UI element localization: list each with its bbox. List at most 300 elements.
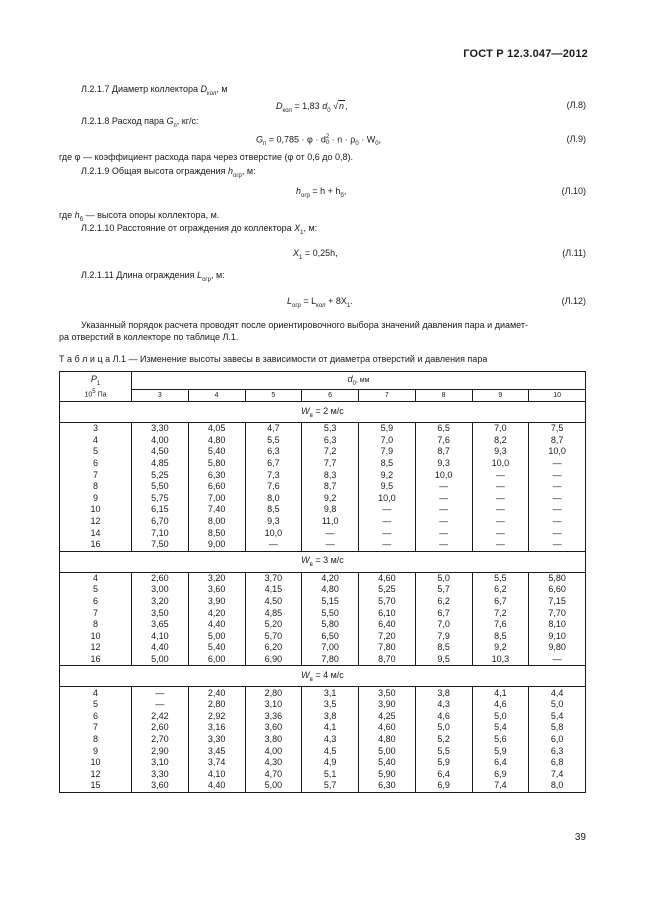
table-row xyxy=(60,446,586,458)
var-symbol: W xyxy=(301,405,310,416)
height-cell: 8,0 xyxy=(245,493,302,505)
height-cell: 5,50 xyxy=(302,607,359,619)
height-cell: 8,7 xyxy=(415,446,472,458)
height-cell: 4,20 xyxy=(302,572,359,584)
height-cell: 9,8 xyxy=(302,504,359,516)
var-subscript: огр xyxy=(202,276,211,283)
height-cell: — xyxy=(529,539,586,551)
sqrt-body xyxy=(338,100,345,111)
height-cell: 6,40 xyxy=(359,619,416,631)
table-row xyxy=(60,642,586,654)
formula-subscript: 0 xyxy=(325,140,330,146)
height-cell: 5,0 xyxy=(415,722,472,734)
table-row xyxy=(60,607,586,619)
height-cell: 9,2 xyxy=(302,493,359,505)
height-cell: 8,10 xyxy=(529,619,586,631)
height-cell: 4,60 xyxy=(359,722,416,734)
pressure-cell: 8 xyxy=(60,619,132,631)
height-cell: 4,50 xyxy=(245,596,302,608)
height-cell: 5,0 xyxy=(415,572,472,584)
pressure-cell: 3 xyxy=(60,423,132,435)
height-cell: 2,90 xyxy=(132,745,189,757)
height-cell: 3,1 xyxy=(302,687,359,699)
height-cell: — xyxy=(472,539,529,551)
height-cell: 5,00 xyxy=(245,780,302,792)
height-cell: 5,40 xyxy=(188,446,245,458)
height-cell: 3,10 xyxy=(245,699,302,711)
height-cell: 9,5 xyxy=(415,654,472,666)
height-cell: 4,3 xyxy=(415,699,472,711)
height-cell: 4,00 xyxy=(132,435,189,447)
pressure-cell: 8 xyxy=(60,481,132,493)
section-text: Л.2.1.10 Расстояние от ограждения до коллектора xyxy=(81,223,295,233)
formula-symbol: n xyxy=(339,101,345,111)
height-cell: 7,0 xyxy=(472,423,529,435)
height-cell: 3,8 xyxy=(415,687,472,699)
height-cell: 5,00 xyxy=(132,654,189,666)
height-cell: 3,30 xyxy=(188,734,245,746)
unit-text: , м: xyxy=(241,166,256,176)
height-cell: 9,3 xyxy=(472,446,529,458)
formula-subscript: 0 xyxy=(375,141,379,148)
height-cell: — xyxy=(529,481,586,493)
table-row xyxy=(60,699,586,711)
pressure-cell: 10 xyxy=(60,631,132,643)
formula-number: (Л.8) xyxy=(566,100,586,110)
section-header-row xyxy=(60,402,586,423)
table-row xyxy=(60,780,586,792)
height-cell: — xyxy=(529,527,586,539)
table-row xyxy=(60,539,586,551)
formula-subscript: кол xyxy=(316,302,326,309)
height-cell: 5,00 xyxy=(359,745,416,757)
var-symbol: X xyxy=(294,223,301,233)
height-cell: 3,90 xyxy=(359,699,416,711)
height-cell: 7,9 xyxy=(359,446,416,458)
section-l2-1-7 xyxy=(81,84,228,97)
formula-text: = 1,83 xyxy=(291,101,320,111)
diameter-col: 5 xyxy=(245,390,302,402)
pressure-cell: 6 xyxy=(60,596,132,608)
unit-text: 10 xyxy=(84,391,93,399)
formula-l8 xyxy=(276,100,348,114)
height-cell: 8,5 xyxy=(472,631,529,643)
velocity-label xyxy=(60,402,586,423)
height-cell: 4,50 xyxy=(132,446,189,458)
height-cell: 4,10 xyxy=(132,631,189,643)
pressure-cell: 8 xyxy=(60,734,132,746)
height-cell: 7,80 xyxy=(359,642,416,654)
height-cell: 5,40 xyxy=(188,642,245,654)
height-cell: 4,20 xyxy=(188,607,245,619)
pressure-unit xyxy=(60,389,131,398)
var-symbol: h xyxy=(74,210,80,220)
formula-number: (Л.12) xyxy=(561,296,586,306)
height-cell: 5,9 xyxy=(359,423,416,435)
height-cell: 8,7 xyxy=(529,435,586,447)
height-cell: 5,80 xyxy=(529,572,586,584)
height-cell: 10,0 xyxy=(415,469,472,481)
formula-number: (Л.11) xyxy=(562,248,586,258)
formula-symbol: L xyxy=(287,296,293,306)
diameter-col: 8 xyxy=(415,390,472,402)
height-cell: 4,4 xyxy=(529,687,586,699)
table-row xyxy=(60,572,586,584)
height-cell: 3,36 xyxy=(245,710,302,722)
height-cell: — xyxy=(472,527,529,539)
unit-text: Па xyxy=(95,391,107,399)
height-cell: 4,85 xyxy=(245,607,302,619)
height-cell: 7,3 xyxy=(245,469,302,481)
height-cell: — xyxy=(359,539,416,551)
height-cell: 5,50 xyxy=(132,481,189,493)
pressure-cell: 4 xyxy=(60,435,132,447)
table-row xyxy=(60,596,586,608)
pressure-cell: 5 xyxy=(60,584,132,596)
height-cell: 7,70 xyxy=(529,607,586,619)
velocity-value: = 3 м/с xyxy=(312,555,344,566)
height-cell: 6,8 xyxy=(529,757,586,769)
height-cell: 5,7 xyxy=(302,780,359,792)
height-cell: 3,45 xyxy=(188,745,245,757)
height-cell: 6,70 xyxy=(132,516,189,528)
height-cell: 8,00 xyxy=(188,516,245,528)
height-cell: 9,2 xyxy=(472,642,529,654)
unit-text: , м: xyxy=(303,223,318,233)
var-subscript: п xyxy=(173,122,177,129)
formula-subscript: 0 xyxy=(327,107,331,114)
height-cell: 4,30 xyxy=(245,757,302,769)
height-cell: 4,80 xyxy=(188,435,245,447)
height-cell: 7,0 xyxy=(415,619,472,631)
formula-text: , xyxy=(378,134,382,145)
height-cell: 6,30 xyxy=(188,469,245,481)
height-cell: 2,60 xyxy=(132,572,189,584)
diameter-col: 9 xyxy=(472,390,529,402)
height-cell: — xyxy=(359,516,416,528)
height-cell: 5,5 xyxy=(415,745,472,757)
height-cell: — xyxy=(472,481,529,493)
pressure-cell: 4 xyxy=(60,572,132,584)
pressure-cell: 10 xyxy=(60,504,132,516)
height-cell: 8,70 xyxy=(359,654,416,666)
sqrt-sign: √ xyxy=(333,101,339,111)
height-cell: 6,4 xyxy=(472,757,529,769)
height-cell: — xyxy=(245,539,302,551)
height-cell: 5,4 xyxy=(529,710,586,722)
table-row xyxy=(60,516,586,528)
pressure-cell: 15 xyxy=(60,780,132,792)
table-row xyxy=(60,469,586,481)
height-cell: 2,92 xyxy=(188,710,245,722)
table-row xyxy=(60,481,586,493)
height-cell: 3,74 xyxy=(188,757,245,769)
pressure-cell: 7 xyxy=(60,469,132,481)
var-symbol: d xyxy=(347,374,353,385)
height-cell: 5,75 xyxy=(132,493,189,505)
height-cell: — xyxy=(529,504,586,516)
height-cell: 7,2 xyxy=(302,446,359,458)
height-cell: — xyxy=(529,654,586,666)
height-cell: 4,1 xyxy=(472,687,529,699)
var-subscript: 0 xyxy=(352,380,356,387)
diameter-col: 6 xyxy=(302,390,359,402)
section-l2-1-8 xyxy=(81,116,198,129)
section-header-row xyxy=(60,551,586,572)
formula-text: = L xyxy=(300,296,317,306)
height-cell: 9,80 xyxy=(529,642,586,654)
height-cell: 10,3 xyxy=(472,654,529,666)
height-cell: 11,0 xyxy=(302,516,359,528)
table-row xyxy=(60,584,586,596)
height-cell: 3,50 xyxy=(132,607,189,619)
formula-symbol: h xyxy=(296,186,302,196)
height-cell: 4,25 xyxy=(359,710,416,722)
table-row xyxy=(60,631,586,643)
height-cell: 2,42 xyxy=(132,710,189,722)
table-row xyxy=(60,745,586,757)
formula-symbol: d xyxy=(322,101,328,111)
height-cell: 9,10 xyxy=(529,631,586,643)
height-cell: 8,5 xyxy=(415,642,472,654)
height-cell: 5,70 xyxy=(245,631,302,643)
height-cell: 5,70 xyxy=(359,596,416,608)
var-subscript: в xyxy=(309,412,313,419)
formula-l9 xyxy=(256,134,381,147)
height-cell: 2,70 xyxy=(132,734,189,746)
pressure-cell: 5 xyxy=(60,446,132,458)
formula-text: . xyxy=(350,296,353,306)
height-cell: — xyxy=(415,539,472,551)
height-cell: 3,00 xyxy=(132,584,189,596)
table-caption: Т а б л и ц а Л.1 — Изменение высоты завесы в зависимости от диаметра отверстий и давления пара xyxy=(59,354,488,364)
height-cell: 5,25 xyxy=(359,584,416,596)
table-row xyxy=(60,654,586,666)
height-cell: — xyxy=(529,458,586,470)
diameter-col: 10 xyxy=(529,390,586,402)
formula-text: , xyxy=(343,186,347,196)
height-cell: 5,00 xyxy=(188,631,245,643)
table-row xyxy=(60,423,586,435)
height-cell: 4,80 xyxy=(302,584,359,596)
formula-text: + 8X xyxy=(325,296,347,306)
height-cell: 4,00 xyxy=(245,745,302,757)
height-cell: 5,5 xyxy=(245,435,302,447)
formula-subscript: 0 xyxy=(355,141,359,148)
var-symbol: D xyxy=(200,84,208,94)
pressure-cell: 12 xyxy=(60,642,132,654)
section-text: Л.2.1.8 Расход пара xyxy=(81,116,167,126)
velocity-label xyxy=(60,551,586,572)
height-cell: 6,4 xyxy=(415,768,472,780)
formula-l11 xyxy=(293,248,338,261)
height-cell: 5,20 xyxy=(245,619,302,631)
pressure-cell: 4 xyxy=(60,687,132,699)
height-cell: — xyxy=(415,493,472,505)
height-cell: 3,8 xyxy=(302,710,359,722)
height-cell: — xyxy=(415,516,472,528)
formula-symbol: X xyxy=(293,248,300,258)
height-cell: 7,6 xyxy=(245,481,302,493)
height-cell: — xyxy=(415,527,472,539)
height-cell: 8,2 xyxy=(472,435,529,447)
height-cell: 3,50 xyxy=(359,687,416,699)
height-cell: 5,6 xyxy=(472,734,529,746)
table-row xyxy=(60,757,586,769)
table-row xyxy=(60,493,586,505)
height-cell: 7,50 xyxy=(132,539,189,551)
var-subscript: огр xyxy=(233,172,242,179)
table-row xyxy=(60,687,586,699)
velocity-label xyxy=(60,666,586,687)
height-cell: 3,60 xyxy=(188,584,245,596)
table-row xyxy=(60,710,586,722)
var-subscript: 1 xyxy=(300,229,304,236)
height-cell: 5,9 xyxy=(472,745,529,757)
height-cell: 4,7 xyxy=(245,423,302,435)
height-cell: 4,5 xyxy=(302,745,359,757)
height-cell: 5,1 xyxy=(302,768,359,780)
height-cell: 5,0 xyxy=(529,699,586,711)
height-cell: 6,2 xyxy=(472,584,529,596)
pressure-cell: 9 xyxy=(60,493,132,505)
var-subscript: в xyxy=(309,561,313,568)
height-cell: 5,90 xyxy=(359,768,416,780)
var-subscript: 1 xyxy=(96,381,101,388)
height-cell: — xyxy=(132,699,189,711)
height-cell: 3,65 xyxy=(132,619,189,631)
height-cell: 4,6 xyxy=(472,699,529,711)
height-cell: 3,70 xyxy=(245,572,302,584)
height-cell: 9,00 xyxy=(188,539,245,551)
formula-l10 xyxy=(296,186,346,199)
formula-l12 xyxy=(287,296,353,309)
height-cell: 5,4 xyxy=(472,722,529,734)
height-cell: 3,60 xyxy=(132,780,189,792)
height-cell: 6,3 xyxy=(302,435,359,447)
height-cell: 5,9 xyxy=(415,757,472,769)
height-cell: — xyxy=(472,469,529,481)
order-paragraph-line1: Указанный порядок расчета проводят после ориентировочного выбора значений давления пара и диамет- xyxy=(81,320,528,330)
height-cell: 7,80 xyxy=(302,654,359,666)
order-paragraph-line2: ра отверстий в коллекторе по таблице Л.1. xyxy=(59,332,239,342)
diameter-col: 4 xyxy=(188,390,245,402)
height-cell: 5,15 xyxy=(302,596,359,608)
pressure-cell: 6 xyxy=(60,710,132,722)
height-cell: 4,15 xyxy=(245,584,302,596)
height-cell: 7,5 xyxy=(529,423,586,435)
height-cell: 5,5 xyxy=(472,572,529,584)
phi-definition: где φ — коэффициент расхода пара через отверстие (φ от 0,6 до 0,8). xyxy=(59,152,354,162)
height-cell: 7,7 xyxy=(302,458,359,470)
hb-definition xyxy=(59,210,219,223)
height-cell: 10,0 xyxy=(472,458,529,470)
height-cell: 4,80 xyxy=(359,734,416,746)
height-cell: 6,3 xyxy=(529,745,586,757)
height-cell: 5,3 xyxy=(302,423,359,435)
height-cell: — xyxy=(359,527,416,539)
var-subscript: б xyxy=(79,216,84,223)
height-cell: 2,80 xyxy=(188,699,245,711)
height-cell: 6,90 xyxy=(245,654,302,666)
section-text: Л.2.1.7 Диаметр коллектора xyxy=(81,84,201,94)
pressure-cell: 7 xyxy=(60,607,132,619)
height-cell: 4,70 xyxy=(245,768,302,780)
diameter-header xyxy=(132,372,586,390)
height-cell: 6,9 xyxy=(415,780,472,792)
formula-subscript: 1 xyxy=(299,254,303,261)
diameter-col: 3 xyxy=(132,390,189,402)
formula-number: (Л.10) xyxy=(561,186,586,196)
formula-subscript: огр xyxy=(301,192,310,199)
height-cell: 4,1 xyxy=(302,722,359,734)
height-cell: 9,5 xyxy=(359,481,416,493)
height-cell: 4,6 xyxy=(415,710,472,722)
section-header-row xyxy=(60,666,586,687)
height-cell: 3,80 xyxy=(245,734,302,746)
height-cell: 7,4 xyxy=(529,768,586,780)
height-cell: 6,9 xyxy=(472,768,529,780)
height-cell: 7,10 xyxy=(132,527,189,539)
height-cell: 8,50 xyxy=(188,527,245,539)
var-symbol: L xyxy=(197,270,203,280)
height-cell: 10,0 xyxy=(245,527,302,539)
height-cell: 5,25 xyxy=(132,469,189,481)
height-cell: 3,10 xyxy=(132,757,189,769)
height-cell: — xyxy=(472,493,529,505)
height-cell: 6,2 xyxy=(415,596,472,608)
var-symbol: G xyxy=(166,116,174,126)
height-cell: 8,0 xyxy=(529,780,586,792)
pressure-cell: 16 xyxy=(60,539,132,551)
height-cell: — xyxy=(415,481,472,493)
height-cell: — xyxy=(415,504,472,516)
height-cell: 6,15 xyxy=(132,504,189,516)
height-cell: — xyxy=(302,527,359,539)
var-subscript: в xyxy=(309,676,313,683)
height-cell: 6,7 xyxy=(472,596,529,608)
table-row xyxy=(60,527,586,539)
table-row xyxy=(60,619,586,631)
unit-text: , м xyxy=(216,84,228,94)
velocity-value: = 2 м/с xyxy=(312,405,344,416)
height-cell: 7,6 xyxy=(472,619,529,631)
formula-symbol: D xyxy=(276,101,283,111)
section-l2-1-9 xyxy=(81,166,256,179)
height-cell: 7,2 xyxy=(472,607,529,619)
height-cell: 9,3 xyxy=(415,458,472,470)
height-cell: 6,0 xyxy=(529,734,586,746)
table-l1 xyxy=(59,371,586,793)
height-cell: 2,60 xyxy=(132,722,189,734)
formula-text: , xyxy=(345,101,348,111)
height-cell: — xyxy=(529,469,586,481)
unit-text: , мм xyxy=(355,377,370,385)
formula-subscript: 1 xyxy=(346,302,351,309)
pressure-cell: 12 xyxy=(60,516,132,528)
section-l2-1-10 xyxy=(81,223,317,236)
height-cell: 4,9 xyxy=(302,757,359,769)
height-cell: 7,00 xyxy=(188,493,245,505)
height-cell: 3,16 xyxy=(188,722,245,734)
height-cell: 5,8 xyxy=(529,722,586,734)
pressure-header xyxy=(60,372,132,402)
height-cell: 6,3 xyxy=(245,446,302,458)
height-cell: 5,80 xyxy=(188,458,245,470)
height-cell: 3,90 xyxy=(188,596,245,608)
unit-text: , м: xyxy=(210,270,225,280)
var-symbol: W xyxy=(301,555,310,566)
